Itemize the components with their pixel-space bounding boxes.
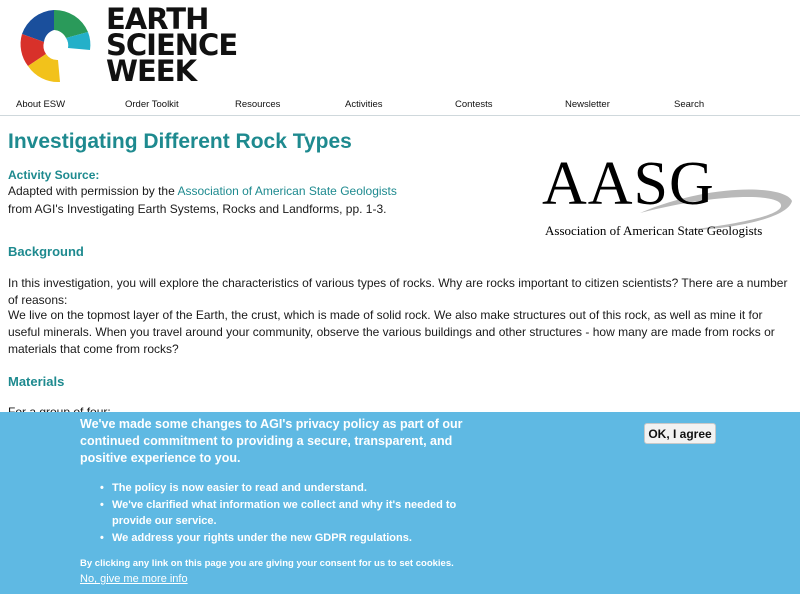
page-title: Investigating Different Rock Types [8,130,352,153]
privacy-banner-heading: We've made some changes to AGI's privacy policy as part of our continued commitment to providing a secure, transparent, and positive experience to you. [80,417,463,465]
nav-resources[interactable]: Resources [235,99,281,110]
more-info-link[interactable]: No, give me more info [80,573,188,585]
aasg-acronym: AASG [542,150,715,218]
privacy-bullet: • The policy is now easier to read and understand. [112,480,472,497]
activity-source-label: Activity Source: [8,168,100,182]
privacy-bullet: • We've clarified what information we collect and why it's needed to provide our service. [112,497,472,530]
main-nav [0,94,800,116]
cookie-consent-text: By clicking any link on this page you are giving your consent for us to set cookies. [80,558,454,569]
logo-line-science: SCIENCE [106,28,238,62]
privacy-bullet-list [112,480,472,546]
logo-line-earth: EARTH [106,2,209,36]
logo-line-week: WEEK [106,54,197,88]
background-heading: Background [8,244,84,259]
privacy-bullet: • We address your rights under the new GDPR regulations. [112,530,472,547]
nav-order-toolkit[interactable]: Order Toolkit [125,99,179,110]
earth-science-week-logo[interactable] [14,2,244,88]
nav-contests[interactable]: Contests [455,99,493,110]
materials-heading: Materials [8,374,65,389]
source-prefix: Adapted with permission by the [8,184,178,198]
site-header [0,0,800,92]
aasg-full-name: Association of American State Geologists [545,223,763,238]
nav-newsletter[interactable]: Newsletter [565,99,610,110]
logo-wordmark [106,2,238,88]
activity-source-line [8,184,397,198]
nav-activities[interactable]: Activities [345,99,383,110]
globe-logo-icon [14,4,94,86]
source-citation: from AGI's Investigating Earth Systems, Rocks and Landforms, pp. 1-3. [8,202,387,216]
background-paragraph-1: In this investigation, you will explore the characteristics of various types of rocks. Why are rocks important to citizen scientists? There are a number of reasons: [8,276,788,307]
nav-about-esw[interactable]: About ESW [16,99,66,110]
privacy-banner [0,412,800,594]
aasg-link[interactable]: Association of American State Geologists [177,184,397,198]
nav-search[interactable]: Search [674,99,705,110]
ok-agree-button[interactable]: OK, I agree [644,423,716,444]
background-paragraph-2: We live on the topmost layer of the Earth, the crust, which is made of solid rock. We also make structures out of this rock, as well as mine it for useful minerals. When you travel around your community, observe the various buildings and other structures - how many are made from rocks or materials that come from rocks? [8,308,775,356]
aasg-logo [540,150,795,240]
